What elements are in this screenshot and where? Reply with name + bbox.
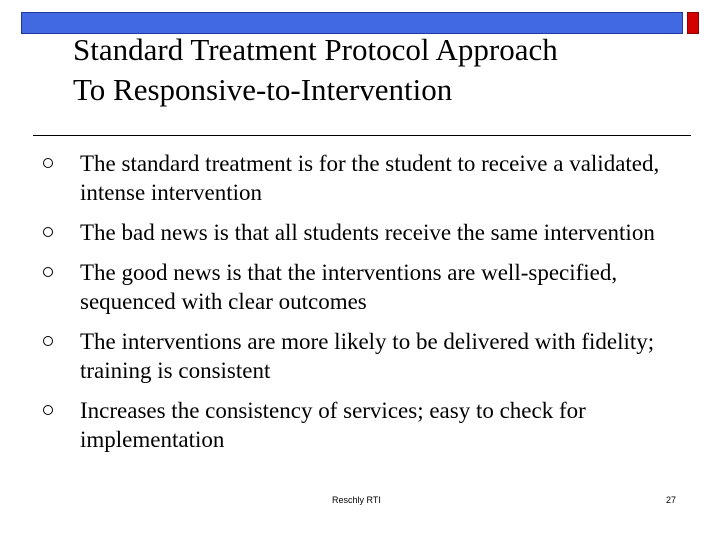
bullet-list <box>40 149 690 465</box>
bullet-item <box>40 258 690 316</box>
hollow-circle-bullet-icon <box>43 405 53 415</box>
bullet-text: The bad news is that all students receive the same intervention <box>80 220 655 245</box>
bullet-text: The good news is that the interventions are well-specified, sequenced with clear outcomes <box>80 260 618 314</box>
slide-title-line-1: Standard Treatment Protocol Approach <box>73 32 558 67</box>
hollow-circle-bullet-icon <box>43 267 53 277</box>
bullet-item <box>40 327 690 385</box>
title-divider <box>33 135 691 136</box>
hollow-circle-bullet-icon <box>43 158 53 168</box>
bullet-text: The standard treatment is for the student to receive a validated, intense intervention <box>80 151 660 205</box>
page-number: 27 <box>666 495 677 505</box>
bullet-text: The interventions are more likely to be delivered with fidelity; training is consistent <box>80 329 655 383</box>
slide-title-line-2: To Responsive-to-Intervention <box>73 72 453 107</box>
bullet-item <box>40 396 690 454</box>
bullet-text: Increases the consistency of services; easy to check for implementation <box>80 398 586 452</box>
hollow-circle-bullet-icon <box>43 336 53 346</box>
bullet-item <box>40 149 690 207</box>
bullet-item <box>40 218 690 247</box>
hollow-circle-bullet-icon <box>43 227 53 237</box>
footer-text: Reschly RTI <box>332 495 381 505</box>
slide-title <box>73 30 693 110</box>
